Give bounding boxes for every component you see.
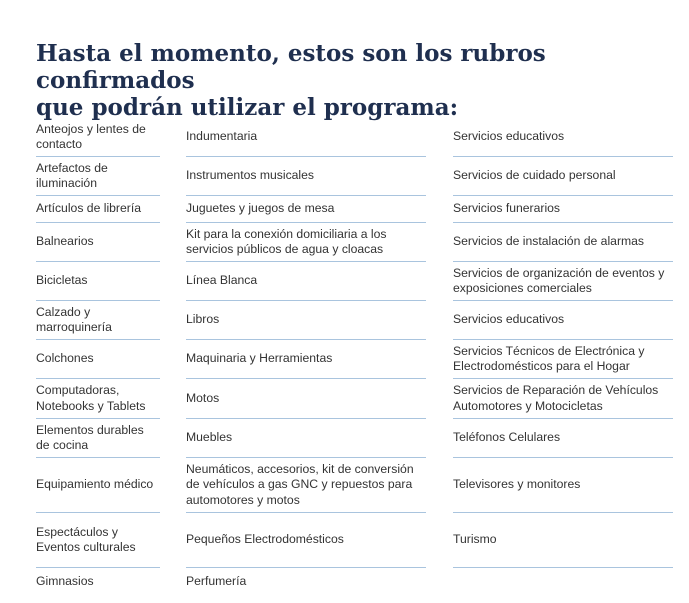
list-item: Servicios educativos [453,301,673,340]
list-item: Servicios de instalación de alarmas [453,223,673,262]
title-line-2: que podrán utilizar el programa: [36,94,459,121]
list-item: Servicios de Reparación de Vehículos Automotores y Motocicletas [453,379,673,419]
page-title [36,40,676,121]
list-item: Maquinaria y Herramientas [186,340,426,379]
list-item: Bicicletas [36,262,160,301]
column-2 [186,118,426,595]
list-item: Instrumentos musicales [186,157,426,196]
list-item: Muebles [186,419,426,458]
column-3 [453,118,673,595]
list-item: Línea Blanca [186,262,426,301]
list-item: Turismo [453,513,673,568]
column-1 [36,118,160,595]
list-item: Artefactos de iluminación [36,157,160,196]
list-item: Servicios de cuidado personal [453,157,673,196]
list-item: Neumáticos, accesorios, kit de conversión de vehículos a gas GNC y repuestos para automotores y motos [186,458,426,513]
list-item: Kit para la conexión domiciliaria a los servicios públicos de agua y cloacas [186,223,426,262]
list-item: Motos [186,379,426,419]
list-item: Calzado y marroquinería [36,301,160,340]
list-item: Anteojos y lentes de contacto [36,118,160,157]
list-item: Equipamiento médico [36,458,160,513]
list-item: Servicios Técnicos de Electrónica y Electrodomésticos para el Hogar [453,340,673,379]
list-item: Pequeños Electrodomésticos [186,513,426,568]
list-item: Espectáculos y Eventos culturales [36,513,160,568]
list-item [453,568,673,595]
list-item: Computadoras, Notebooks y Tablets [36,379,160,419]
list-item: Balnearios [36,223,160,262]
list-item: Indumentaria [186,118,426,157]
list-item: Servicios de organización de eventos y exposiciones comerciales [453,262,673,301]
list-item: Libros [186,301,426,340]
list-item: Servicios educativos [453,118,673,157]
list-item: Teléfonos Celulares [453,419,673,458]
list-item: Juguetes y juegos de mesa [186,196,426,223]
title-line-1: Hasta el momento, estos son los rubros confirmados [36,40,546,94]
list-item: Televisores y monitores [453,458,673,513]
list-item: Colchones [36,340,160,379]
list-item: Elementos durables de cocina [36,419,160,458]
list-item: Gimnasios [36,573,94,588]
list-item: Perfumería [186,573,247,588]
list-item: Artículos de librería [36,196,160,223]
list-item: Servicios funerarios [453,196,673,223]
